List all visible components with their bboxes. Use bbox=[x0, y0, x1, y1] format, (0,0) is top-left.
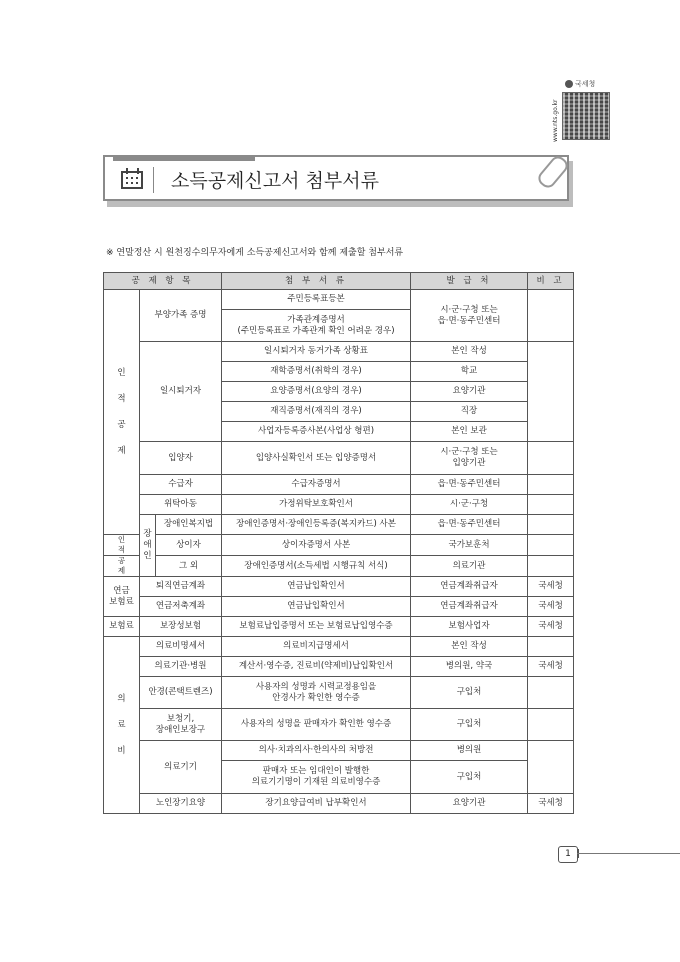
doc-cell: 사용자의 성명을 판매자가 확인한 영수증 bbox=[222, 709, 411, 741]
table-row bbox=[104, 741, 574, 761]
note-cell bbox=[528, 515, 574, 535]
issuer-cell: 읍·면·동주민센터 bbox=[411, 515, 528, 535]
table-row bbox=[104, 495, 574, 515]
item-cell: 안경(콘택트렌즈) bbox=[140, 677, 222, 709]
doc-cell: 입양사실확인서 또는 입양증명서 bbox=[222, 442, 411, 475]
doc-cell: 주민등록표등본 bbox=[222, 290, 411, 310]
note-cell: 국세청 bbox=[528, 657, 574, 677]
doc-cell: 장기요양급여비 납부확인서 bbox=[222, 794, 411, 814]
table-row bbox=[104, 342, 574, 362]
item-cell: 일시퇴거자 bbox=[140, 342, 222, 442]
note-cell: 국세청 bbox=[528, 617, 574, 637]
doc-cell: 의료비지급명세서 bbox=[222, 637, 411, 657]
doc-cell: 연금납입확인서 bbox=[222, 577, 411, 597]
banner-divider bbox=[153, 167, 154, 193]
column-header: 첨 부 서 류 bbox=[222, 273, 411, 290]
group-pension: 연금 보험료 bbox=[104, 577, 140, 617]
issuer-cell: 병의원, 약국 bbox=[411, 657, 528, 677]
item-cell: 입양자 bbox=[140, 442, 222, 475]
note-cell bbox=[528, 709, 574, 741]
group-disabled-outer: 공 제 bbox=[104, 556, 140, 577]
table-row bbox=[104, 515, 574, 535]
issuer-cell: 본인 보관 bbox=[411, 422, 528, 442]
table-row bbox=[104, 657, 574, 677]
issuer-cell: 구입처 bbox=[411, 709, 528, 741]
item-cell: 장애인복지법 bbox=[156, 515, 222, 535]
group-personal bbox=[104, 290, 140, 535]
doc-cell: 연금납입확인서 bbox=[222, 597, 411, 617]
note-cell bbox=[528, 637, 574, 657]
doc-cell: 보험료납입증명서 또는 보험료납입영수증 bbox=[222, 617, 411, 637]
page-title: 소득공제신고서 첨부서류 bbox=[171, 170, 379, 192]
page-number: 1 bbox=[558, 846, 578, 863]
table-row bbox=[104, 637, 574, 657]
item-cell: 그 외 bbox=[156, 556, 222, 577]
doc-cell: 계산서·영수증, 진료비(약제비)납입확인서 bbox=[222, 657, 411, 677]
item-cell: 부양가족 증명 bbox=[140, 290, 222, 342]
table-row bbox=[104, 290, 574, 310]
doc-cell: 수급자증명서 bbox=[222, 475, 411, 495]
item-cell: 상이자 bbox=[156, 535, 222, 556]
issuer-cell: 시·군·구청 또는 읍·면·동주민센터 bbox=[411, 290, 528, 342]
banner-tab bbox=[113, 155, 255, 161]
item-cell: 보청기, 장애인보장구 bbox=[140, 709, 222, 741]
doc-cell: 상이자증명서 사본 bbox=[222, 535, 411, 556]
note-cell: 국세청 bbox=[528, 794, 574, 814]
doc-cell: 장애인증명서·장애인등록증(복지카드) 사본 bbox=[222, 515, 411, 535]
table-row bbox=[104, 535, 574, 556]
doc-cell: 가족관계증명서 (주민등록표로 가족관계 확인 어려운 경우) bbox=[222, 310, 411, 342]
calendar-icon bbox=[121, 171, 143, 189]
issuer-cell: 보험사업자 bbox=[411, 617, 528, 637]
issuer-cell: 구입처 bbox=[411, 677, 528, 709]
item-cell: 수급자 bbox=[140, 475, 222, 495]
issuer-cell: 본인 작성 bbox=[411, 342, 528, 362]
note-cell: 국세청 bbox=[528, 597, 574, 617]
doc-cell: 사업자등록증사본(사업상 형편) bbox=[222, 422, 411, 442]
column-header: 공 제 항 목 bbox=[104, 273, 222, 290]
doc-cell: 의사·치과의사·한의사의 처방전 bbox=[222, 741, 411, 761]
table-row bbox=[104, 677, 574, 709]
qr-code-block bbox=[553, 78, 613, 148]
doc-cell: 요양증명서(요양의 경우) bbox=[222, 382, 411, 402]
group-insurance: 보험료 bbox=[104, 617, 140, 637]
issuer-cell: 직장 bbox=[411, 402, 528, 422]
column-header: 비 고 bbox=[528, 273, 574, 290]
agency-logo-icon bbox=[565, 80, 573, 88]
note-cell bbox=[528, 556, 574, 577]
issuer-cell: 국가보훈처 bbox=[411, 535, 528, 556]
group-disabled-outer: 인 적 bbox=[104, 535, 140, 556]
table-row bbox=[104, 617, 574, 637]
item-cell: 의료비명세서 bbox=[140, 637, 222, 657]
issuer-cell: 본인 작성 bbox=[411, 637, 528, 657]
table-row bbox=[104, 475, 574, 495]
attachments-table bbox=[103, 272, 574, 814]
qr-code-icon bbox=[562, 92, 610, 140]
group-disabled-inner: 장 애 인 bbox=[140, 515, 156, 577]
doc-cell: 재학증명서(취학의 경우) bbox=[222, 362, 411, 382]
issuer-cell: 시·군·구청 bbox=[411, 495, 528, 515]
item-cell: 노인장기요양 bbox=[140, 794, 222, 814]
group-char: 공 bbox=[117, 420, 126, 430]
doc-cell: 일시퇴거자 동거가족 상황표 bbox=[222, 342, 411, 362]
item-cell: 보장성보험 bbox=[140, 617, 222, 637]
note-cell bbox=[528, 495, 574, 515]
qr-side-text: www.nts.go.kr bbox=[552, 99, 559, 142]
issuer-cell: 읍·면·동주민센터 bbox=[411, 475, 528, 495]
doc-cell: 장애인증명서(소득세법 시행규칙 서식) bbox=[222, 556, 411, 577]
doc-cell: 판매자 또는 임대인이 발행한 의료기기명이 기재된 의료비영수증 bbox=[222, 761, 411, 794]
issuer-cell: 시·군·구청 또는 입양기관 bbox=[411, 442, 528, 475]
note-cell bbox=[528, 535, 574, 556]
table-row bbox=[104, 577, 574, 597]
table-row bbox=[104, 794, 574, 814]
group-char: 인 bbox=[117, 368, 126, 378]
issuer-cell: 연금계좌취급자 bbox=[411, 597, 528, 617]
issuer-cell: 구입처 bbox=[411, 761, 528, 794]
item-cell: 연금저축계좌 bbox=[140, 597, 222, 617]
issuer-cell: 의료기관 bbox=[411, 556, 528, 577]
note-cell bbox=[528, 741, 574, 794]
doc-cell: 사용자의 성명과 시력교정용임을 안경사가 확인한 영수증 bbox=[222, 677, 411, 709]
note-cell bbox=[528, 475, 574, 495]
group-medical: 의 료 비 bbox=[104, 637, 140, 814]
banner-box bbox=[103, 155, 569, 201]
agency-label: 국세청 bbox=[575, 80, 596, 88]
item-cell: 의료기기 bbox=[140, 741, 222, 794]
table-header-row bbox=[104, 273, 574, 290]
doc-cell: 가정위탁보호확인서 bbox=[222, 495, 411, 515]
doc-cell: 재직증명서(재직의 경우) bbox=[222, 402, 411, 422]
item-cell: 위탁아동 bbox=[140, 495, 222, 515]
item-cell: 의료기관·병원 bbox=[140, 657, 222, 677]
table-row bbox=[104, 442, 574, 475]
table-row bbox=[104, 556, 574, 577]
item-cell: 퇴직연금계좌 bbox=[140, 577, 222, 597]
group-char: 제 bbox=[117, 446, 126, 456]
issuer-cell: 병의원 bbox=[411, 741, 528, 761]
title-banner bbox=[103, 155, 573, 205]
column-header: 발 급 처 bbox=[411, 273, 528, 290]
table-row bbox=[104, 597, 574, 617]
issuer-cell: 연금계좌취급자 bbox=[411, 577, 528, 597]
note-cell: 국세청 bbox=[528, 577, 574, 597]
table-row bbox=[104, 709, 574, 741]
issuer-cell: 요양기관 bbox=[411, 794, 528, 814]
note-cell bbox=[528, 342, 574, 442]
note-cell bbox=[528, 290, 574, 342]
intro-note: ※ 연말정산 시 원천징수의무자에게 소득공제신고서와 함께 제출할 첨부서류 bbox=[106, 248, 404, 258]
issuer-cell: 요양기관 bbox=[411, 382, 528, 402]
issuer-cell: 학교 bbox=[411, 362, 528, 382]
group-char: 적 bbox=[117, 394, 126, 404]
page-rule bbox=[577, 853, 680, 854]
note-cell bbox=[528, 677, 574, 709]
note-cell bbox=[528, 442, 574, 475]
